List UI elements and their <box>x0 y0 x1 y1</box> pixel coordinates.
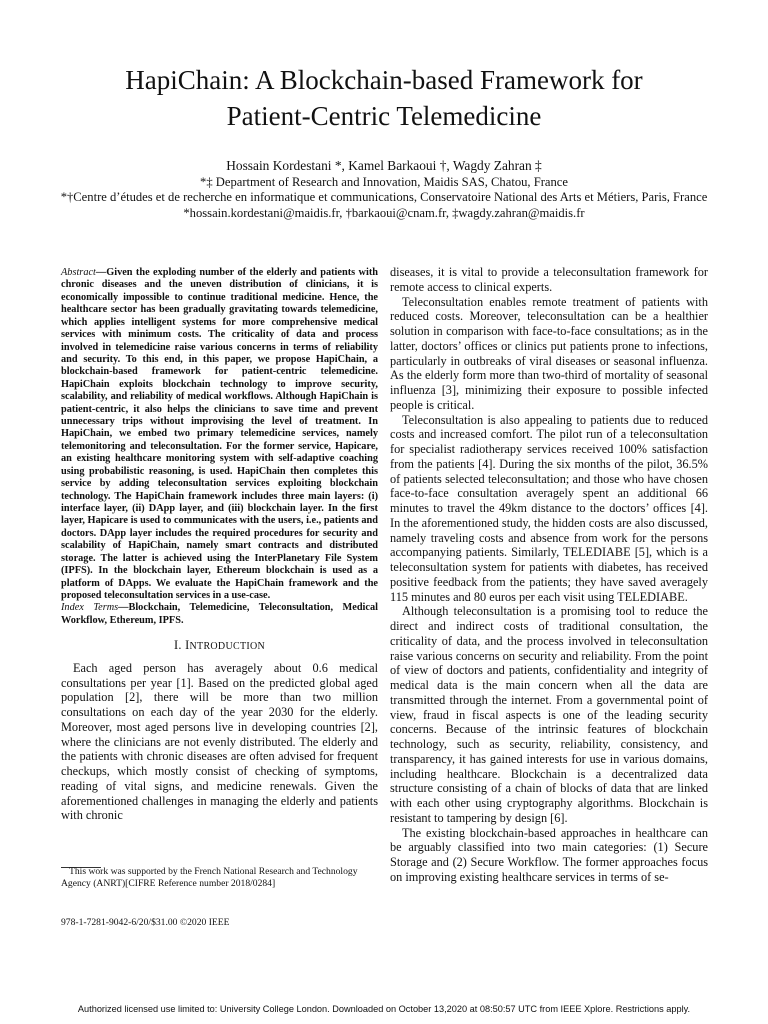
left-column <box>61 267 378 823</box>
right-column <box>390 265 708 885</box>
section-initial: I <box>185 638 190 653</box>
body-paragraph: The existing blockchain-based approaches in healthcare can be arguably classified into two main categories: (1) Secure Storage and (2) Secure Workflow. The former approaches focus on improving existing healthcare services in terms of se- <box>390 825 708 884</box>
index-terms <box>61 602 378 627</box>
author-block <box>0 158 768 221</box>
abstract <box>61 267 378 602</box>
body-paragraph: Teleconsultation is also appealing to patients due to reduced costs and increased comfort. The pilot run of a teleconsultation for specialist radiotherapy services received 100% satisfaction from the patients [4]. During the six months of the pilot, 36.5% of patients selected teleconsultation; and those who have chosen face-to-face consultation averagely spent an additional 66 minutes to travel the 49km distance to the doctors’ offices [4]. In the aforementioned study, the hidden costs are also discussed, namely traveling costs and absence from work for the persons accompanying patients. Similarly, TELEDIABE [5], which is a teleconsultation system for patients with diabetes, has received positive feedback from the patients; they have saved averagely 115 minutes and 80 euros per each visit using TELEDIABE. <box>390 412 708 604</box>
license-notice: Authorized licensed use limited to: University College London. Downloaded on October 13,2020 at 08:50:57 UTC from IEEE Xplore. Restrictions apply. <box>77 1004 691 1014</box>
copyright-isbn: 978-1-7281-9042-6/20/$31.00 ©2020 IEEE <box>61 917 230 928</box>
body-paragraph-continued: diseases, it is vital to provide a teleconsultation framework for remote access to clinical experts. <box>390 265 708 294</box>
author-emails: *hossain.kordestani@maidis.fr, †barkaoui@cnam.fr, ‡wagdy.zahran@maidis.fr <box>183 205 585 220</box>
index-terms-label: Index Terms <box>61 602 119 614</box>
body-paragraph: Although teleconsultation is a promising tool to reduce the direct and indirect costs of traditional consultation, the criticality of data, and the process involved in teleconsultation raise various concerns on security and reliability. From the point of view of doctors and patients, confidentiality and integrity of medical data is the main concern when all the data are transmitted through the internet. From a governmental point of view, fraud in fiscal aspects is one of the leading security concerns. Because of the intrinsic features of blockchain technology, such as security, reliability, consistency, and transparency, it has gained interests for use in various domains, including healthcare. Blockchain is a decentralized data structure consisting of a chain of blocks of data that are linked with each other using cryptography algorithms. Blockchain is resistant to tampering by design [6]. <box>390 604 708 825</box>
abstract-label: Abstract <box>61 267 96 278</box>
paper-title <box>0 62 768 134</box>
affiliation-1: *‡ Department of Research and Innovation, Maidis SAS, Chatou, France <box>200 174 568 189</box>
title-line-1: HapiChain: A Blockchain-based Framework for <box>125 65 643 95</box>
section-heading-introduction <box>61 638 378 655</box>
title-line-2: Patient-Centric Telemedicine <box>226 101 542 131</box>
index-terms-text: —Blockchain, Telemedicine, Teleconsultation, Medical Workflow, Ethereum, IPFS. <box>61 602 378 626</box>
section-number: I. <box>173 638 186 653</box>
section-title-rest: NTRODUCTION <box>189 641 266 653</box>
author-names: Hossain Kordestani *, Kamel Barkaoui †, Wagdy Zahran ‡ <box>226 158 542 173</box>
body-paragraph: Teleconsultation enables remote treatment of patients with reduced costs. Moreover, teleconsultation can be a healthier solution in comparison with face-to-face consultations; as in the latter, doctors’ offices or clinics put patients prone to infections, particularly in outbreaks of viral diseases or seasonal influenza. As the elderly form more than two-third of mortality of seasonal influenza [3], minimizing their exposure to possible infected people is critical. <box>390 294 708 412</box>
funding-footnote: This work was supported by the French National Research and Technology Agency (ANRT)[CIFRE Reference number 2018/0284] <box>61 866 358 889</box>
intro-paragraph-1: Each aged person has averagely about 0.6 medical consultations per year [1]. Based on the predicted global aged population [2], there will be more than two million consultations on each day of the year 2030 for the elderly. Moreover, most aged persons live in developing countries [2], where the clinicians are not evenly distributed. The elderly and the patients with chronic diseases are often advised for frequent checkups, which mostly consist of checking of symptoms, reading of vital signs, and medicine renewals. Given the aforementioned challenges in managing the elderly and patients with chronic <box>61 660 378 823</box>
abstract-text: —Given the exploding number of the elderly and patients with chronic diseases and the uneven distribution of clinicians, it is economically impossible to continue traditional medicine. Hence, the healthcare sector has been gradually gravitating towards telemedicine, which applies intelligent systems for more comprehensive medical services with minimum costs. The criticality of data and process involved in telemedicine raise various concerns in terms of reliability and security. To this end, in this paper, we propose HapiChain, a blockchain-based framework for patient-centric telemedicine. HapiChain exploits blockchain technology to improve security, scalability, and reliability of medical workflows. Although HapiChain is patient-centric, it also helps the clinicians to save time and prevent unnecessary trips without improvising the level of treatment. In HapiChain, we embed two primary telemedicine services, namely telemonitoring and teleconsultation. For the former service, Hapicare, an existing healthcare monitoring system with self-adaptive coaching using probabilistic reasoning, is used. HapiChain then completes this service by adding teleconsultation services exploiting blockchain technology. The HapiChain framework includes three main layers: (i) interface layer, (ii) DApp layer, and (iii) blockchain layer. In the first layer, Hapicare is used to communicates with the users, i.e., patients and doctors. DApp layer includes the required procedures for security and scalability of HapiChain, namely smart contracts and distributed storage. The latter is achieved using the InterPlanetary File System (IPFS). In the blockchain layer, Ethereum blockchain is used as a platform of DApps. We evaluate the HapiChain framework and the proposed teleconsultation services in a use-case. <box>61 267 378 601</box>
affiliation-2: *†Centre d’études et de recherche en informatique et communications, Conservatoire National des Arts et Métiers, Paris, France <box>60 190 708 204</box>
